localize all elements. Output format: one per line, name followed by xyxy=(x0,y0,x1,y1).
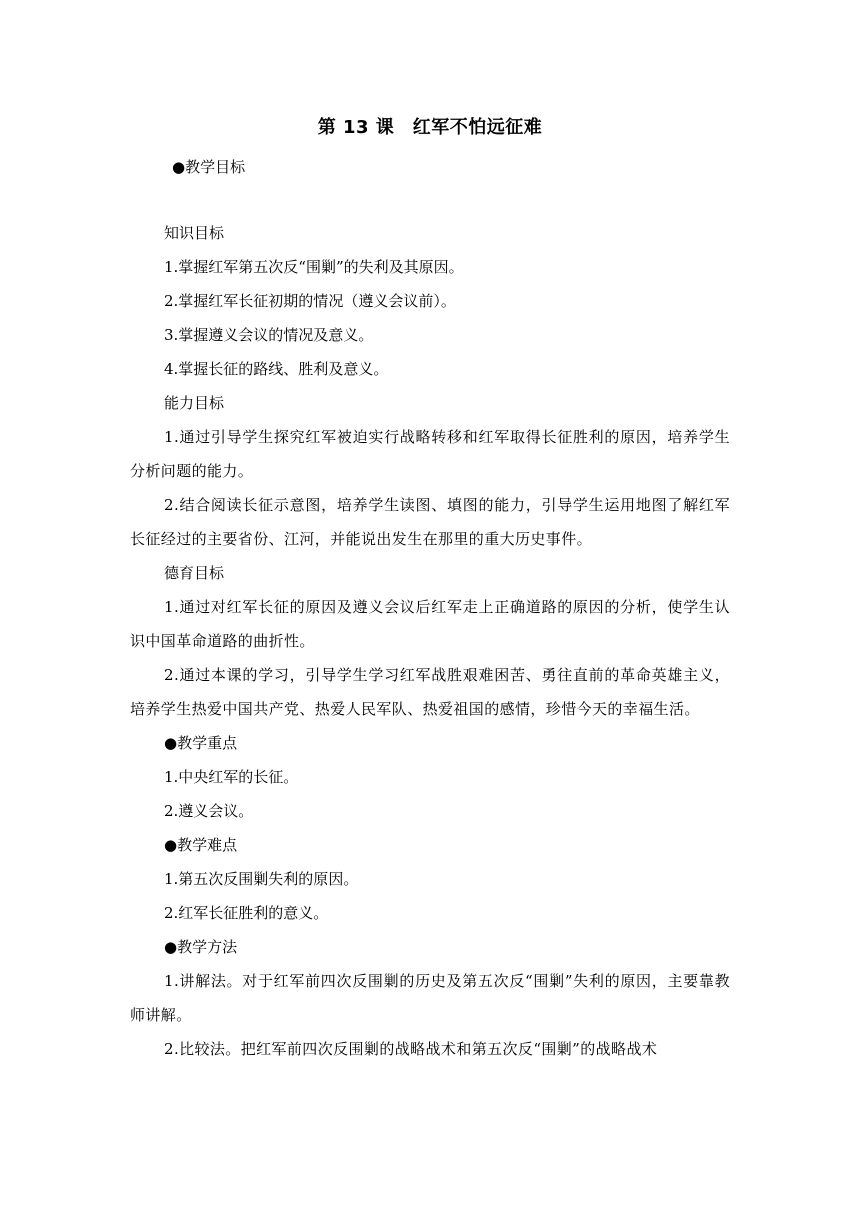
heading-knowledge: 知识目标 xyxy=(164,224,225,242)
knowledge-item-1: 1.掌握红军第五次反“围剿”的失利及其原因。 xyxy=(164,258,464,276)
difficulty-1: 1.第五次反围剿失利的原因。 xyxy=(164,870,359,888)
moral-item-2: 2.通过本课的学习，引导学生学习红军战胜艰难困苦、勇往直前的革命英雄主义，培养学生热爱中国共产党、热爱人民军队、热爱祖国的感情，珍惜今天的幸福生活。 xyxy=(130,666,730,718)
method-2: 2.比较法。把红军前四次反围剿的战略战术和第五次反“围剿”的战略战术 xyxy=(164,1040,658,1058)
heading-objectives-text: 教学目标 xyxy=(185,158,246,176)
heading-difficulties xyxy=(130,828,730,862)
heading-difficulties-text: 教学难点 xyxy=(177,836,238,854)
heading-objectives xyxy=(130,150,730,184)
difficulty-2: 2.红军长征胜利的意义。 xyxy=(164,904,329,922)
knowledge-item-4: 4.掌握长征的路线、胜利及意义。 xyxy=(164,360,389,378)
lesson-content xyxy=(130,150,730,1066)
heading-methods xyxy=(130,930,730,964)
heading-key-points xyxy=(130,726,730,760)
knowledge-item-3: 3.掌握遵义会议的情况及意义。 xyxy=(164,326,374,344)
heading-moral: 德育目标 xyxy=(164,564,225,582)
lesson-title: 第 13 课 红军不怕远征难 xyxy=(317,117,543,138)
method-1: 1.讲解法。对于红军前四次反围剿的历史及第五次反“围剿”失利的原因，主要靠教师讲解。 xyxy=(130,972,730,1024)
heading-methods-text: 教学方法 xyxy=(177,938,238,956)
ability-item-2: 2.结合阅读长征示意图，培养学生读图、填图的能力，引导学生运用地图了解红军长征经过的主要省份、江河，并能说出发生在那里的重大历史事件。 xyxy=(130,496,730,548)
ability-item-1: 1.通过引导学生探究红军被迫实行战略转移和红军取得长征胜利的原因，培养学生分析问题的能力。 xyxy=(130,428,730,480)
spacer xyxy=(130,184,730,216)
knowledge-item-2: 2.掌握红军长征初期的情况（遵义会议前）。 xyxy=(164,292,456,310)
key-point-2: 2.遵义会议。 xyxy=(164,802,254,820)
moral-item-1: 1.通过对红军长征的原因及遵义会议后红军走上正确道路的原因的分析，使学生认识中国革命道路的曲折性。 xyxy=(130,598,730,650)
key-point-1: 1.中央红军的长征。 xyxy=(164,768,299,786)
heading-key-points-text: 教学重点 xyxy=(177,734,238,752)
heading-ability: 能力目标 xyxy=(164,394,225,412)
